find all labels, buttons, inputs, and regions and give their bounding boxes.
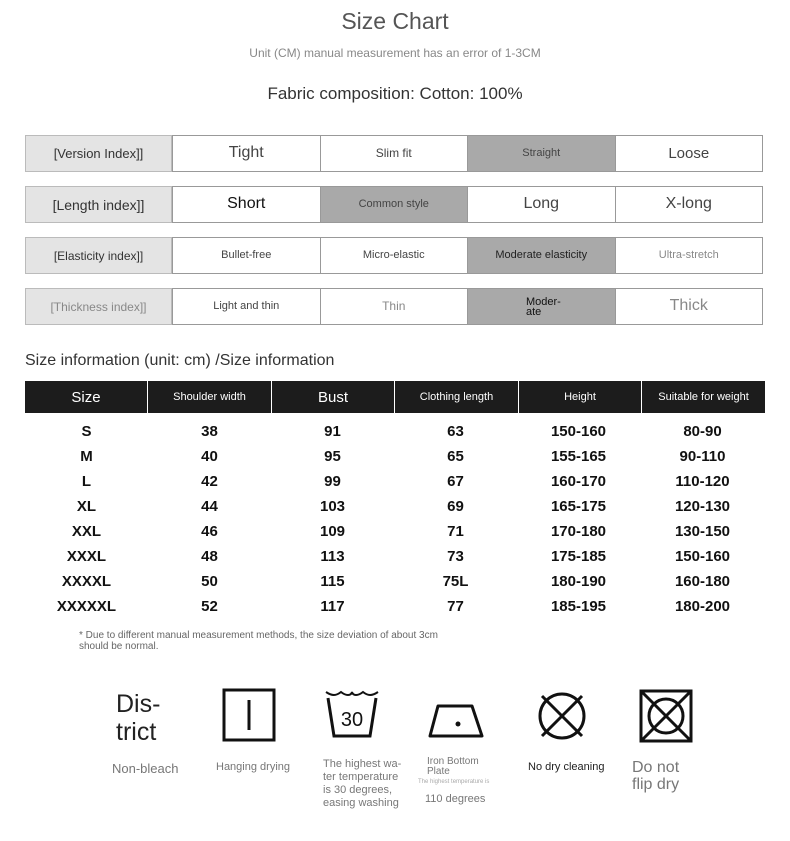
length-option-common-style: Common style [320,186,469,223]
cell-weight: 110-120 [675,473,730,490]
cell-weight: 80-90 [683,423,722,440]
table-row [25,544,765,569]
cell-weight: 180-200 [674,598,731,615]
hanging-dry-icon [222,688,276,742]
cell-height: 175-185 [550,548,607,565]
thickness-index-row [25,288,766,325]
iron-label: Iron Bottom Plate [427,756,479,777]
cell-height: 150-160 [550,423,607,440]
thickness-index-label: [Thickness index]] [25,288,172,325]
size-info-heading: Size information (unit: cm) /Size information [25,352,335,369]
table-row [25,519,765,544]
cell-height: 185-195 [550,598,607,615]
version-index-row [25,135,766,172]
cell-height: 160-170 [550,473,607,490]
district-text: Dis- trict [116,690,161,746]
cell-length: 73 [447,548,464,565]
cell-height: 170-180 [550,523,607,540]
cell-size: XXL [71,523,102,540]
col-clothing-length: Clothing length [395,381,518,413]
version-option-slim-fit: Slim fit [320,135,469,172]
col-height: Height [519,381,641,413]
no-dry-clean-label: No dry cleaning [528,761,605,773]
deviation-note: * Due to different manual measurement methods, the size deviation of about 3cm should be normal. [79,630,438,652]
cell-length: 63 [447,423,464,440]
cell-weight: 130-150 [674,523,731,540]
length-option-long: Long [467,186,616,223]
cell-bust: 99 [324,473,341,490]
hanging-dry-label: Hanging drying [216,761,290,773]
iron-sub-label: The highest temperature is [418,779,490,785]
cell-size: M [80,448,93,465]
cell-weight: 160-180 [674,573,731,590]
cell-length: 77 [447,598,464,615]
cell-shoulder: 40 [201,448,218,465]
elasticity-option-moderate: Moderate elasticity [467,237,616,274]
cell-shoulder: 50 [201,573,218,590]
version-option-straight: Straight [467,135,616,172]
cell-size: XXXXXL [56,598,117,615]
table-row [25,469,765,494]
cell-size: S [81,423,92,440]
length-option-x-long: X-long [615,186,764,223]
measurement-note: Unit (CM) manual measurement has an error of 1-3CM [249,46,541,60]
length-option-short: Short [172,186,321,223]
col-bust: Bust [272,381,394,413]
col-size: Size [25,381,147,413]
version-option-loose: Loose [615,135,764,172]
cell-length: 65 [447,448,464,465]
non-bleach-label: Non-bleach [112,761,179,776]
iron-icon [428,698,486,740]
version-option-tight: Tight [172,135,321,172]
cell-bust: 115 [320,573,345,590]
cell-weight: 120-130 [674,498,731,515]
cell-height: 165-175 [550,498,607,515]
elasticity-index-label: [Elasticity index]] [25,237,172,274]
cell-size: XL [76,498,97,515]
no-dry-clean-icon [536,690,588,742]
cell-shoulder: 38 [201,423,218,440]
cell-bust: 91 [324,423,341,440]
cell-weight: 150-160 [674,548,731,565]
cell-bust: 113 [320,548,345,565]
table-row [25,569,765,594]
page-title: Size Chart [341,8,449,34]
cell-bust: 109 [319,523,346,540]
size-table-body [25,419,765,619]
cell-shoulder: 48 [201,548,218,565]
cell-shoulder: 46 [201,523,218,540]
cell-weight: 90-110 [679,448,726,465]
col-shoulder-width: Shoulder width [148,381,271,413]
fabric-composition: Fabric composition: Cotton: 100% [267,84,523,103]
iron-temp-label: 110 degrees [425,793,486,805]
cell-bust: 95 [324,448,341,465]
wash-temp-text: 30 [340,709,364,731]
table-row [25,419,765,444]
no-flip-dry-label: Do not flip dry [632,759,680,793]
no-tumble-dry-icon [638,688,694,744]
thickness-option-moderate: Moder- ate [467,288,616,325]
cell-size: XXXXL [61,573,112,590]
thickness-option-thin: Thin [320,288,469,325]
table-row [25,444,765,469]
version-index-label: [Version Index]] [25,135,172,172]
cell-bust: 103 [319,498,346,515]
table-row [25,494,765,519]
cell-length: 69 [447,498,464,515]
elasticity-option-micro-elastic: Micro-elastic [320,237,469,274]
cell-size: XXXL [66,548,107,565]
elasticity-option-ultra-stretch: Ultra-stretch [615,237,764,274]
cell-bust: 117 [320,598,345,615]
cell-length: 75L [442,573,469,590]
thickness-option-light-thin: Light and thin [172,288,321,325]
cell-shoulder: 42 [201,473,218,490]
elasticity-option-bullet-free: Bullet-free [172,237,321,274]
wash-label: The highest wa- ter temperature is 30 degrees, easing washing [323,758,402,809]
thickness-option-thick: Thick [615,288,764,325]
cell-shoulder: 44 [201,498,218,515]
length-index-label: [Length index]] [25,186,172,223]
cell-size: L [81,473,92,490]
size-table-header [25,381,765,413]
col-weight: Suitable for weight [642,381,765,413]
wash-30-icon [324,688,380,740]
elasticity-index-row [25,237,766,274]
cell-length: 67 [447,473,464,490]
length-index-row [25,186,766,223]
cell-height: 155-165 [550,448,607,465]
cell-shoulder: 52 [201,598,218,615]
table-row [25,594,765,619]
cell-height: 180-190 [550,573,607,590]
cell-length: 71 [447,523,464,540]
